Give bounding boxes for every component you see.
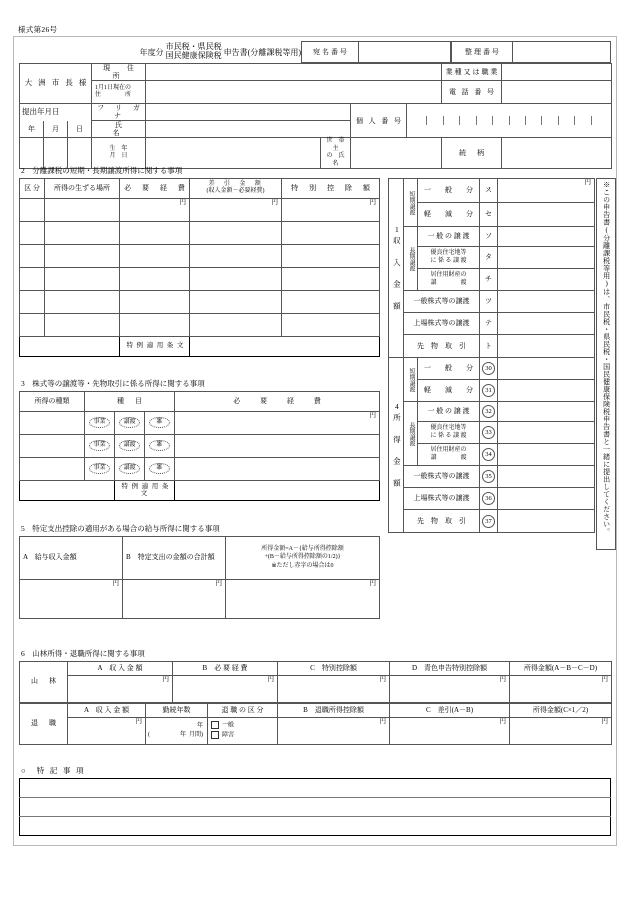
relation-value[interactable] <box>502 138 612 169</box>
reference-number-label: 整理番号 <box>452 42 513 63</box>
s3-col-type: 所得の種類 <box>20 391 85 411</box>
s2-cell-diff[interactable] <box>190 244 282 267</box>
reference-number-value[interactable] <box>513 42 611 63</box>
s2-col-diff: 差 引 金 額 (収入金額－必要経費) <box>190 178 282 198</box>
amount-row-label: 優良住宅地等 に 係 る 譲 渡 <box>418 422 480 444</box>
s2-cell-place[interactable] <box>45 313 120 336</box>
remarks-row[interactable] <box>20 778 611 797</box>
income-row-value[interactable] <box>498 247 595 269</box>
long-transfer-label-2: 長期譲渡 <box>404 402 418 466</box>
income-row-value[interactable] <box>498 335 595 358</box>
income-row-mark: セ <box>480 203 498 227</box>
section-6-table <box>19 661 612 703</box>
section-2-table <box>19 178 380 357</box>
amount-group-label: 4所 得 金 額 <box>389 358 404 533</box>
income-panel <box>388 178 594 533</box>
s6-retire-col-c: C 差引(A－B) <box>390 703 510 717</box>
remarks-table <box>19 778 611 836</box>
name-value[interactable] <box>146 121 351 138</box>
householder-label: 世 帯 主 の 氏 名 <box>321 138 351 169</box>
amount-row-value[interactable] <box>498 422 595 444</box>
s2-cell-expense[interactable] <box>120 244 190 267</box>
s2-cell-expense[interactable] <box>120 290 190 313</box>
amount-row-mark: 33 <box>480 422 498 444</box>
s5-col-a: A 給与収入金額 <box>20 536 123 579</box>
amount-row-label: 一般株式等の譲渡 <box>404 466 480 488</box>
birth-label: 生 年 月 日 <box>92 138 146 169</box>
income-row-value[interactable] <box>498 291 595 313</box>
submit-year-label: 年 <box>20 121 44 138</box>
s3-cell-type[interactable] <box>20 434 85 457</box>
income-row-mark: チ <box>480 269 498 291</box>
amount-row-value[interactable] <box>498 358 595 380</box>
amount-row-value[interactable] <box>498 510 595 533</box>
address-number-value[interactable] <box>359 42 451 63</box>
s2-cell-expense[interactable] <box>120 267 190 290</box>
section-6-retire-table <box>19 703 612 745</box>
s3-cell-type[interactable] <box>20 457 85 480</box>
side-note-text: ※この申告書(分離課税等用)は、市民税・県民税・国民健康保険税申告書と一緒に提出してください。 <box>602 181 611 536</box>
year-label: 年度分 <box>139 47 164 57</box>
s6-forest-col-a: A 収 入 金 額 <box>68 661 173 675</box>
side-note <box>596 178 616 550</box>
s3-option-zatsu[interactable]: 雑 <box>145 411 175 434</box>
s5-cell-a[interactable]: 円 <box>20 579 123 618</box>
s2-cell-deduction[interactable] <box>282 221 380 244</box>
s2-cell-kubun[interactable] <box>20 198 45 221</box>
furigana-label: フ リ ガ ナ <box>92 104 146 121</box>
s2-cell-expense[interactable] <box>120 221 190 244</box>
s3-option-zatsu[interactable]: 雑 <box>145 457 175 480</box>
checkbox-general-icon[interactable] <box>211 721 219 729</box>
address-number-label: 宛名番号 <box>302 42 359 63</box>
remarks-title: ○ 特 記 事 項 <box>21 766 86 775</box>
s2-cell-place[interactable] <box>45 290 120 313</box>
s3-special-clause-label: 特 例 適 用 条 文 <box>115 480 175 500</box>
s2-cell-kubun[interactable] <box>20 221 45 244</box>
amount-row-label: 一 般 の 譲 渡 <box>418 402 480 422</box>
s6-forest-col-c: C 特別控除額 <box>278 661 390 675</box>
amount-row-label: 上場株式等の譲渡 <box>404 488 480 510</box>
s3-option-jigyo[interactable]: 事業 <box>85 411 115 434</box>
income-group-label: 1収 入 金 額 <box>389 179 404 358</box>
s3-option-jigyo[interactable]: 事業 <box>85 434 115 457</box>
amount-row-label: 一 般 分 <box>418 358 480 380</box>
s6-forest-cell-total[interactable]: 円 <box>510 675 612 702</box>
s6-retire-col-b: B 退職所得控除額 <box>278 703 390 717</box>
amount-row-label: 先 物 取 引 <box>404 510 480 533</box>
tax-name-stack <box>166 43 222 61</box>
s2-cell-place[interactable] <box>45 244 120 267</box>
s6-forest-cell-a[interactable]: 円 <box>68 675 173 702</box>
s2-cell-diff[interactable] <box>190 267 282 290</box>
industry-label: 業種又は職業 <box>442 64 502 81</box>
section-6-title: 6 山林所得・退職所得に関する事項 <box>21 649 145 658</box>
s2-cell-place[interactable] <box>45 198 120 221</box>
s2-cell-kubun[interactable] <box>20 290 45 313</box>
s6-retire-col-type: 退 職 の 区 分 <box>208 703 278 717</box>
form-number: 様式第26号 <box>18 25 58 34</box>
phone-value[interactable] <box>502 81 612 104</box>
address-number-table <box>301 41 451 63</box>
s3-special-clause-value[interactable] <box>175 480 380 500</box>
s3-option-joto[interactable]: 譲渡 <box>115 457 145 480</box>
long-transfer-label-1: 長期譲渡 <box>404 227 418 291</box>
document-title <box>19 43 301 63</box>
section-6 <box>19 648 611 745</box>
s6-forest-label: 山 林 <box>20 661 68 702</box>
s6-forest-col-d: D 青色申告特別控除額 <box>390 661 510 675</box>
income-row-value[interactable] <box>498 227 595 247</box>
amount-row-mark: 34 <box>480 444 498 466</box>
s2-cell-deduction[interactable] <box>282 244 380 267</box>
s3-option-joto[interactable]: 譲渡 <box>115 411 145 434</box>
s3-cell-type[interactable] <box>20 411 85 434</box>
s2-cell-expense[interactable] <box>120 313 190 336</box>
s3-cell-expense[interactable] <box>175 457 380 480</box>
header-block <box>19 41 611 169</box>
tax-name-1: 市民税・県民税 <box>165 42 222 52</box>
tax-name-2: 国民健康保険税 <box>165 51 222 61</box>
section-5 <box>19 523 379 619</box>
reference-number-table <box>451 41 611 63</box>
s6-retire-label: 退 職 <box>20 703 68 744</box>
short-transfer-label-2: 短期譲渡 <box>404 358 418 402</box>
s3-col-expense: 必 要 経 費 <box>175 391 380 411</box>
s2-cell-diff[interactable]: 円 <box>190 198 282 221</box>
section-2 <box>19 165 379 357</box>
s6-forest-cell-b[interactable]: 円 <box>173 675 278 702</box>
income-row-label: 軽 減 分 <box>418 203 480 227</box>
s2-col-expense: 必 要 経 費 <box>120 178 190 198</box>
s2-cell-deduction[interactable] <box>282 313 380 336</box>
s2-cell-place[interactable] <box>45 267 120 290</box>
remarks-row[interactable] <box>20 797 611 816</box>
amount-row-label: 居住用財産の 譲 渡 <box>418 444 480 466</box>
income-row-mark: ス <box>480 179 498 203</box>
s6-retire-cell-total[interactable]: 円 <box>510 717 612 744</box>
furigana-value[interactable] <box>146 104 351 121</box>
s2-cell-diff[interactable] <box>190 313 282 336</box>
amount-row-value[interactable] <box>498 466 595 488</box>
relation-label: 続 柄 <box>442 138 502 169</box>
income-row-value[interactable]: 円 <box>498 179 595 203</box>
income-row-mark: テ <box>480 313 498 335</box>
submit-date-label: 提出年月日 <box>20 104 92 121</box>
income-row-value[interactable] <box>498 269 595 291</box>
my-number-label: 個 人 番 号 <box>351 104 407 138</box>
submit-day-label: 日 <box>68 121 92 138</box>
s6-forest-col-b: B 必 要 経 費 <box>173 661 278 675</box>
income-row-label: 居住用財産の 譲 渡 <box>418 269 480 291</box>
s6-forest-cell-d[interactable]: 円 <box>390 675 510 702</box>
name-label: 氏 名 <box>92 121 146 138</box>
current-address-value[interactable] <box>146 64 442 81</box>
income-row-label: 優良住宅地等 に 係 る 譲 渡 <box>418 247 480 269</box>
jan1-address-label: 1月1日現在の 住 所 <box>92 81 146 104</box>
section-5-title: 5 特定支出控除の適用がある場合の給与所得に関する事項 <box>21 524 220 533</box>
amount-row-mark: 30 <box>480 358 498 380</box>
header-title-row <box>19 41 611 63</box>
s2-col-deduction: 特 別 控 除 額 <box>282 178 380 198</box>
amount-row-mark: 37 <box>480 510 498 533</box>
s2-cell-expense[interactable]: 円 <box>120 198 190 221</box>
s3-option-jigyo[interactable]: 事業 <box>85 457 115 480</box>
amount-row-value[interactable] <box>498 488 595 510</box>
amount-row-mark: 35 <box>480 466 498 488</box>
section-3-title: 3 株式等の譲渡等・先物取引に係る所得に関する事項 <box>21 379 205 388</box>
checkbox-disability-icon[interactable] <box>211 731 219 739</box>
s6-retire-cell-a[interactable]: 円 <box>68 717 146 744</box>
short-transfer-label-1: 短期譲渡 <box>404 179 418 227</box>
section-5-table <box>19 536 380 619</box>
s2-cell-deduction[interactable] <box>282 267 380 290</box>
s2-col-place: 所得の生ずる場所 <box>45 178 120 198</box>
s6-forest-col-total: 所得金額(A－B－C－D) <box>510 661 612 675</box>
s6-retire-cell-years[interactable]: 年 ( 年 月間) <box>146 717 208 744</box>
s6-retire-cell-c[interactable]: 円 <box>390 717 510 744</box>
submit-month-label: 月 <box>44 121 68 138</box>
section-2-title: 2 分離課税の短期・長期譲渡所得に関する事項 <box>21 166 183 175</box>
s2-cell-place[interactable] <box>45 221 120 244</box>
s2-special-clause-value[interactable] <box>190 336 380 356</box>
amount-row-label: 軽 減 分 <box>418 380 480 402</box>
my-number-cells <box>407 116 611 126</box>
s5-col-c: 所得金額=A－{給与所得控除額 +(B－給与所得控除額の1/2)} ※ただし赤字の場合は0 <box>226 536 380 579</box>
income-row-value[interactable] <box>498 313 595 335</box>
my-number-value[interactable] <box>407 104 612 138</box>
s2-cell-diff[interactable] <box>190 290 282 313</box>
industry-value[interactable] <box>502 64 612 81</box>
s6-retire-col-total: 所得金額(C×1／2) <box>510 703 612 717</box>
phone-label: 電 話 番 号 <box>442 81 502 104</box>
income-row-mark: ト <box>480 335 498 358</box>
income-row-label: 一 般 の 譲 渡 <box>418 227 480 247</box>
section-3 <box>19 378 379 501</box>
income-row-mark: ソ <box>480 227 498 247</box>
amount-row-value[interactable] <box>498 380 595 402</box>
doc-title-text: 申告書(分離課税等用) <box>223 47 301 57</box>
income-row-label: 一般株式等の譲渡 <box>404 291 480 313</box>
amount-row-mark: 36 <box>480 488 498 510</box>
s2-cell-kubun[interactable] <box>20 267 45 290</box>
s6-retire-col-years: 勤続年数 <box>146 703 208 717</box>
s2-cell-kubun[interactable] <box>20 313 45 336</box>
amount-row-value[interactable] <box>498 402 595 422</box>
mayor-label: 大 洲 市 長 様 <box>20 64 92 104</box>
income-row-label: 先 物 取 引 <box>404 335 480 358</box>
s3-cell-expense[interactable]: 円 <box>175 411 380 434</box>
remarks-row[interactable] <box>20 816 611 835</box>
income-row-mark: タ <box>480 247 498 269</box>
amount-row-mark: 31 <box>480 380 498 402</box>
section-3-table <box>19 391 380 501</box>
s6-forest-cell-c[interactable]: 円 <box>278 675 390 702</box>
s3-cell-expense[interactable] <box>175 434 380 457</box>
s2-col-kubun: 区 分 <box>20 178 45 198</box>
s2-cell-kubun[interactable] <box>20 244 45 267</box>
s2-special-clause-label: 特 例 適 用 条 文 <box>120 336 190 356</box>
s6-retire-col-a: A 収 入 金 額 <box>68 703 146 717</box>
s3-option-joto[interactable]: 譲渡 <box>115 434 145 457</box>
s3-col-item: 種 目 <box>85 391 175 411</box>
s2-cell-deduction[interactable]: 円 <box>282 198 380 221</box>
income-panel-table <box>388 178 595 533</box>
remarks-section <box>19 765 611 836</box>
amount-row-mark: 32 <box>480 402 498 422</box>
s2-cell-diff[interactable] <box>190 221 282 244</box>
s6-retire-cell-type[interactable]: 一般 障害 <box>208 717 278 744</box>
income-row-label: 上場株式等の譲渡 <box>404 313 480 335</box>
s5-cell-b[interactable]: 円 <box>123 579 226 618</box>
s5-col-b: B 特定支出の金額の合計額 <box>123 536 226 579</box>
income-row-value[interactable] <box>498 203 595 227</box>
s3-option-zatsu[interactable]: 雑 <box>145 434 175 457</box>
s5-cell-c[interactable]: 円 <box>226 579 380 618</box>
income-row-label: 一 般 分 <box>418 179 480 203</box>
applicant-table <box>19 63 612 169</box>
current-address-label: 現 住 所 <box>92 64 146 81</box>
income-row-mark: ツ <box>480 291 498 313</box>
s2-cell-deduction[interactable] <box>282 290 380 313</box>
amount-row-value[interactable] <box>498 444 595 466</box>
jan1-address-value[interactable] <box>146 81 442 104</box>
s6-retire-cell-b[interactable]: 円 <box>278 717 390 744</box>
